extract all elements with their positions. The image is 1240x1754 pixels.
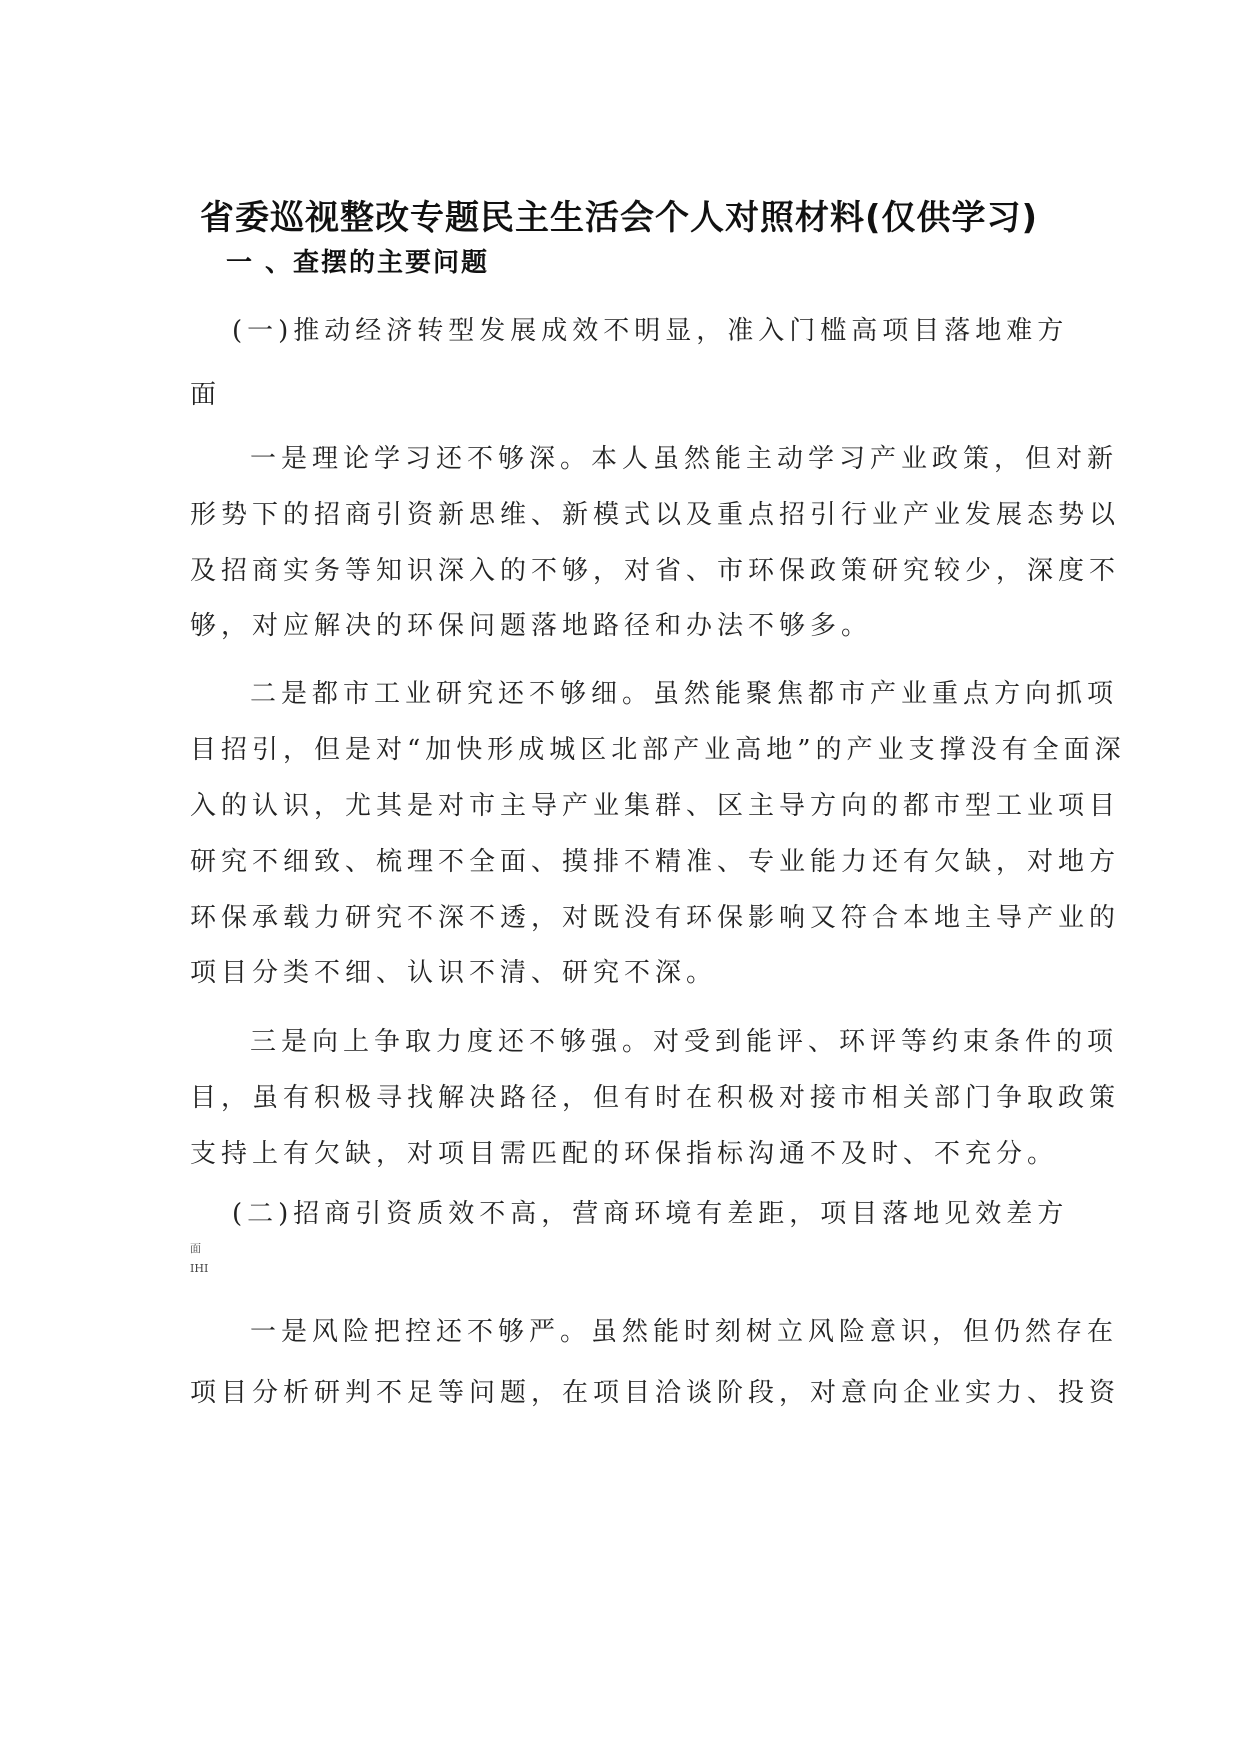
- subsection-2-title-cont: 面: [190, 1242, 201, 1255]
- paragraph-line: 入的认识，尤其是对市主导产业集群、区主导方向的都市型工业项目: [190, 791, 1121, 821]
- paragraph-line: 三是向上争取力度还不够强。对受到能评、环评等约束条件的项: [250, 1027, 1119, 1057]
- paragraph-line: 一是理论学习还不够深。本人虽然能主动学习产业政策，但对新: [250, 444, 1119, 474]
- paragraph-line: 一是风险把控还不够严。虽然能时刻树立风险意识，但仍然存在: [250, 1317, 1119, 1347]
- paragraph-line: 项目分类不细、认识不清、研究不深。: [190, 958, 718, 988]
- paragraph-line: 项目分析研判不足等问题，在项目洽谈阶段，对意向企业实力、投资: [190, 1378, 1121, 1408]
- paragraph-line: 二是都市工业研究还不够细。虽然能聚焦都市产业重点方向抓项: [250, 679, 1119, 709]
- paragraph-line: 目招引，但是对“加快形成城区北部产业高地”的产业支撑没有全面深: [190, 735, 1126, 765]
- paragraph-line: 及招商实务等知识深入的不够，对省、市环保政策研究较少，深度不: [190, 556, 1121, 586]
- paragraph-line: 够，对应解决的环保问题落地路径和办法不够多。: [190, 611, 873, 641]
- paragraph-line: 目，虽有积极寻找解决路径，但有时在积极对接市相关部门争取政策: [190, 1083, 1121, 1113]
- document-title: 省委巡视整改专题民主生活会个人对照材料(仅供学习): [200, 198, 1039, 238]
- subsection-1-title-cont: 面: [190, 380, 222, 410]
- paragraph-line: 环保承载力研究不深不透，对既没有环保影响又符合本地主导产业的: [190, 903, 1121, 933]
- paragraph-line: 支持上有欠缺，对项目需匹配的环保指标沟通不及时、不充分。: [190, 1139, 1059, 1169]
- paragraph-line: 形势下的招商引资新思维、新模式以及重点招引行业产业发展态势以: [190, 500, 1121, 530]
- section-heading: 一 、查摆的主要问题: [226, 248, 490, 278]
- subsection-2-title: (二)招商引资质效不高，营商环境有差距，项目落地见效差方: [232, 1199, 1069, 1229]
- subsection-2-title-artifact: IHI: [190, 1262, 209, 1275]
- paragraph-line: 研究不细致、梳理不全面、摸排不精准、专业能力还有欠缺，对地方: [190, 847, 1121, 877]
- subsection-1-title: (一)推动经济转型发展成效不明显，准入门槛高项目落地难方: [232, 316, 1069, 346]
